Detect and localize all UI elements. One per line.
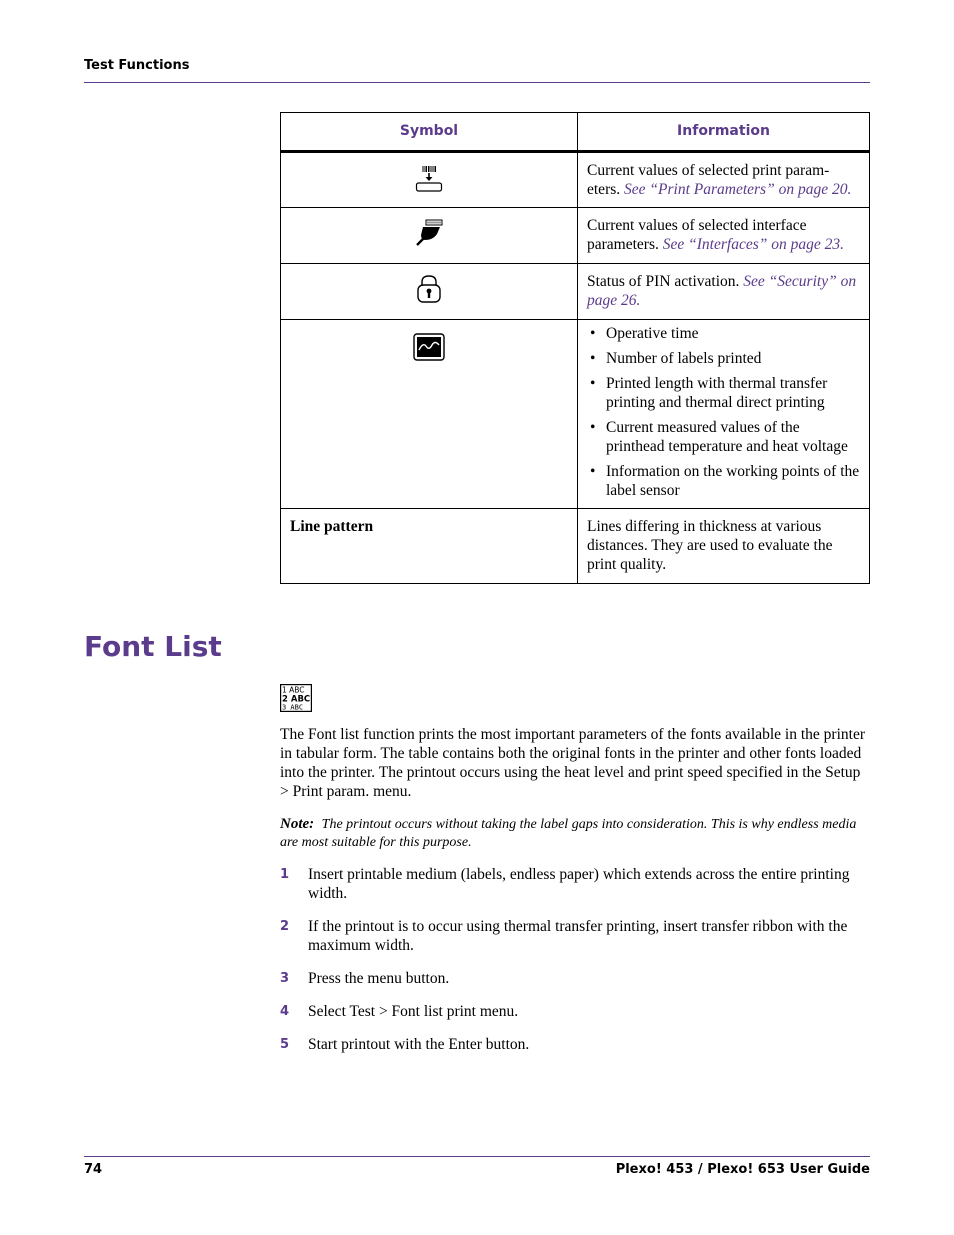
table-row — [281, 320, 870, 509]
info-text: Current values of selected print param-eters. — [587, 162, 830, 198]
note-text: The printout occurs without taking the label gaps into consideration. This is why endless media are most suitable for this purpose. — [280, 817, 857, 850]
step-text: Insert printable medium (labels, endless paper) which extends across the entire printing width. — [308, 866, 850, 902]
header-rule — [84, 82, 870, 83]
step-text: Start printout with the Enter button. — [308, 1036, 530, 1053]
step-number: 1 — [280, 867, 290, 882]
information-cell: Lines differing in thickness at various distances. They are used to evaluate the print quality. — [578, 509, 870, 584]
symbol-cell — [281, 208, 578, 264]
table-row — [281, 509, 870, 584]
list-item — [280, 969, 870, 988]
step-number: 5 — [280, 1037, 290, 1052]
step-number: 4 — [280, 1004, 290, 1019]
symbol-cell — [281, 152, 578, 208]
status-graph-icon — [413, 333, 445, 361]
running-header: Test Functions — [84, 58, 190, 73]
body-paragraph: The Font list function prints the most important parameters of the fonts available in the printer in tabular form. The table contains both the original fonts in the printer and other fonts loaded into the printer. The printout occurs using the heat level and print speed specified in the Setup > Print param. menu. — [280, 726, 865, 800]
document-title: Plexo! 453 / Plexo! 653 User Guide — [615, 1162, 870, 1177]
step-text: Press the menu button. — [308, 970, 450, 987]
step-text: Select Test > Font list print menu. — [308, 1003, 519, 1020]
section-title: Font List — [84, 630, 222, 663]
note — [280, 815, 872, 852]
note-label: Note: — [280, 816, 315, 832]
font-sample-3: 3 ABC — [282, 703, 304, 712]
line-pattern-label: Line pattern — [281, 509, 578, 584]
symbol-table — [280, 112, 870, 584]
list-item — [280, 917, 870, 955]
table-header-row — [281, 113, 870, 152]
table-row — [281, 208, 870, 264]
information-cell — [578, 152, 870, 208]
step-number: 2 — [280, 919, 290, 934]
symbol-cell — [281, 264, 578, 320]
list-item — [280, 1002, 870, 1021]
step-text: If the printout is to occur using thermal transfer printing, insert transfer ribbon with the maximum width. — [308, 918, 848, 954]
symbol-cell — [281, 320, 578, 509]
information-cell — [578, 264, 870, 320]
info-text: Current values of selected interface parameters. — [587, 217, 807, 253]
list-item — [280, 865, 870, 903]
cross-reference-link[interactable]: See “Security” on page 26. — [587, 273, 857, 309]
list-item: • Operative time — [587, 324, 861, 343]
step-number: 3 — [280, 971, 290, 986]
list-item: • Number of labels printed — [587, 349, 861, 368]
list-item: • Printed length with thermal transfer printing and thermal direct printing — [587, 374, 861, 412]
footer-rule — [84, 1156, 870, 1157]
pin-lock-icon — [414, 274, 444, 304]
font-sample-2: 2 ABC — [282, 694, 311, 705]
interface-parameters-icon — [413, 218, 445, 248]
status-info-list — [587, 324, 861, 500]
column-header-information: Information — [578, 113, 870, 152]
cross-reference-link[interactable]: See “Interfaces” on page 23. — [662, 236, 844, 253]
list-item: • Current measured values of the printhead temperature and heat voltage — [587, 418, 861, 456]
cross-reference-link[interactable]: See “Print Parameters” on page 20. — [624, 181, 852, 198]
font-sample-1: 1 ABC — [282, 685, 305, 695]
procedure-steps — [280, 865, 870, 1054]
table-row — [281, 152, 870, 208]
information-cell — [578, 208, 870, 264]
page-number: 74 — [84, 1162, 103, 1177]
list-item — [280, 1035, 870, 1054]
info-text: Status of PIN activation. — [587, 273, 740, 290]
font-list-icon — [280, 684, 312, 712]
table-row — [281, 264, 870, 320]
information-cell — [578, 320, 870, 509]
print-parameters-icon — [414, 163, 444, 193]
list-item: • Information on the working points of the label sensor — [587, 462, 861, 500]
column-header-symbol: Symbol — [281, 113, 578, 152]
